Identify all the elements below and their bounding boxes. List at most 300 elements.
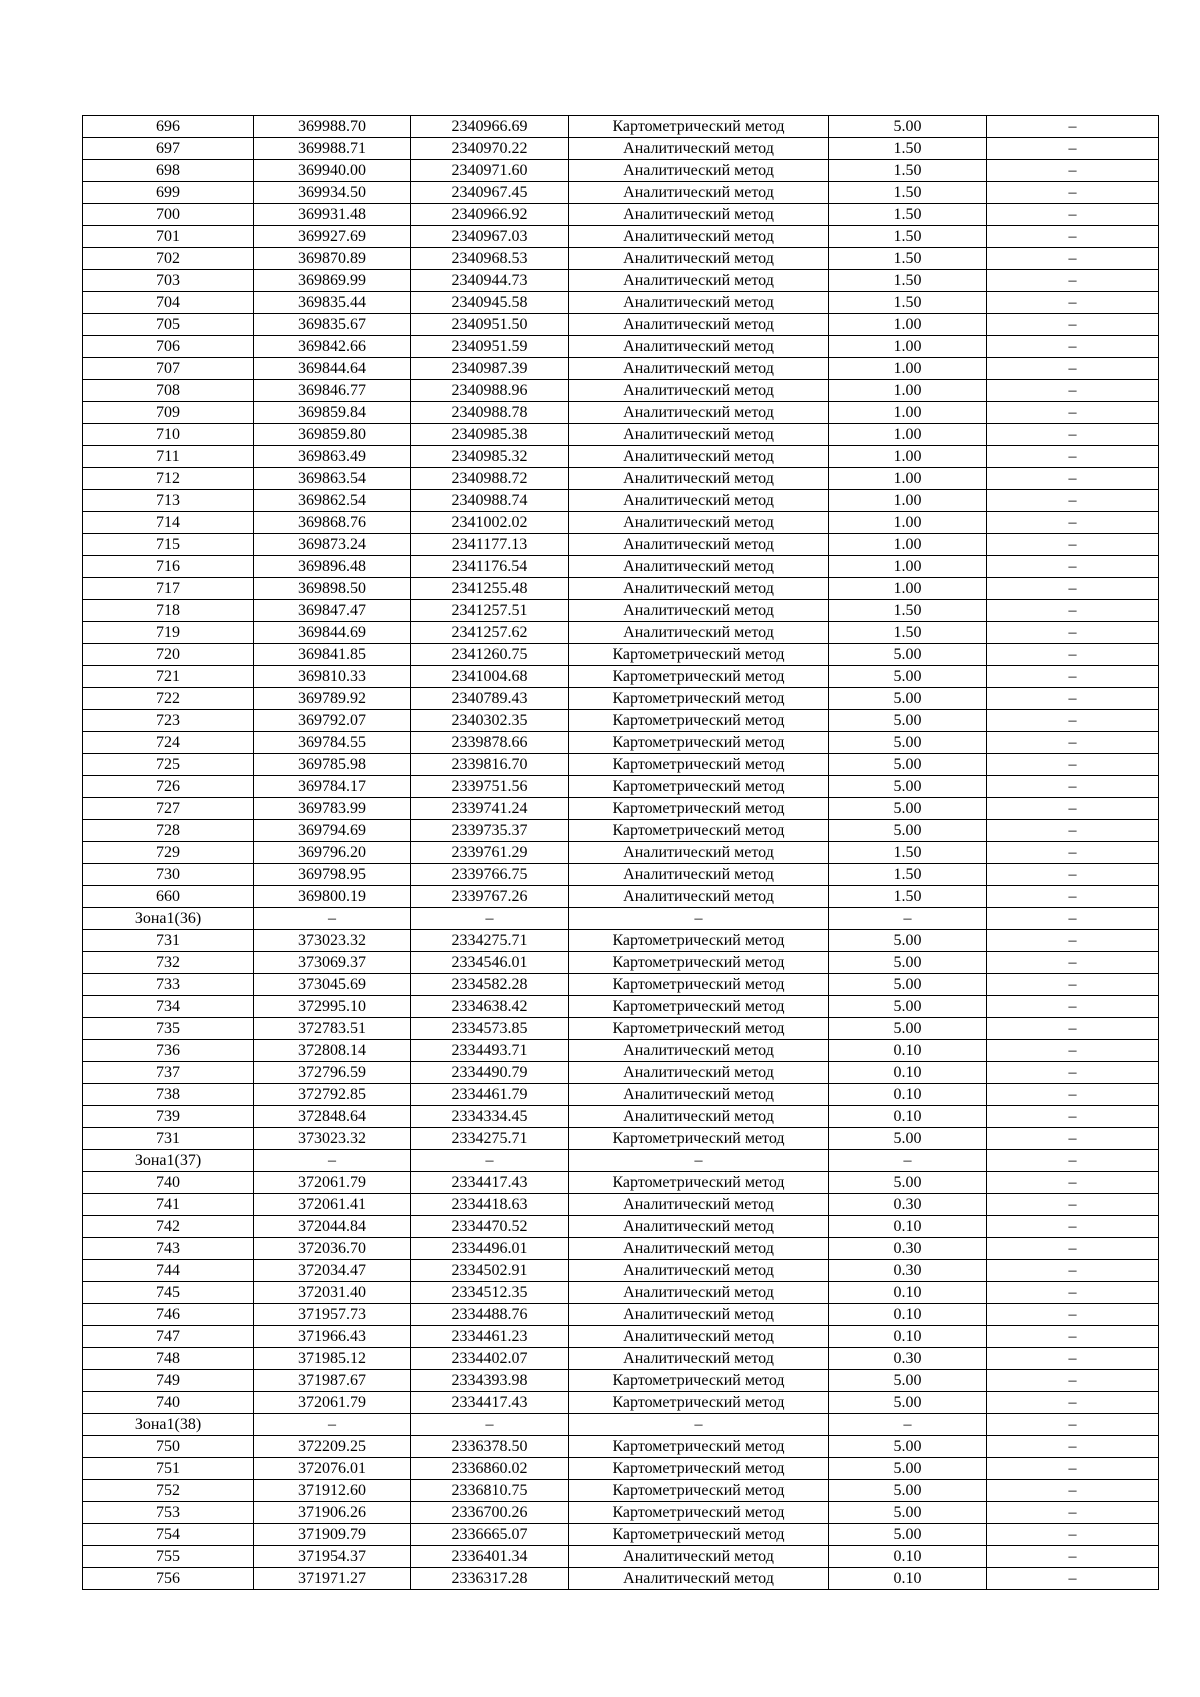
cell-method: Аналитический метод — [569, 138, 829, 160]
cell-y-coordinate: 2334470.52 — [411, 1216, 569, 1238]
table-row — [83, 864, 1159, 886]
cell-point-number: 740 — [83, 1172, 254, 1194]
cell-accuracy: 0.10 — [829, 1040, 987, 1062]
cell-y-coordinate: 2340971.60 — [411, 160, 569, 182]
zone-header-row — [83, 908, 1159, 930]
table-row — [83, 1436, 1159, 1458]
cell-y-coordinate: 2339767.26 — [411, 886, 569, 908]
cell-accuracy: 1.50 — [829, 842, 987, 864]
table-row — [83, 270, 1159, 292]
cell-x-coordinate: 369940.00 — [254, 160, 411, 182]
cell-point-number: 741 — [83, 1194, 254, 1216]
cell-method: Картометрический метод — [569, 1128, 829, 1150]
cell-method: Аналитический метод — [569, 204, 829, 226]
cell-point-number: 732 — [83, 952, 254, 974]
cell-y-coordinate: 2341260.75 — [411, 644, 569, 666]
cell-x-coordinate: 372036.70 — [254, 1238, 411, 1260]
table-row — [83, 666, 1159, 688]
table-row — [83, 116, 1159, 138]
cell-point-number: 660 — [83, 886, 254, 908]
cell-accuracy: 1.50 — [829, 600, 987, 622]
cell-x-coordinate: 369873.24 — [254, 534, 411, 556]
cell-accuracy: 1.50 — [829, 886, 987, 908]
cell-y-coordinate: 2340944.73 — [411, 270, 569, 292]
cell-point-number: 738 — [83, 1084, 254, 1106]
cell-y-coordinate: 2334582.28 — [411, 974, 569, 996]
cell-note: – — [987, 490, 1159, 512]
cell-point-number: 712 — [83, 468, 254, 490]
cell-note: – — [987, 248, 1159, 270]
cell-accuracy: 1.00 — [829, 446, 987, 468]
cell-note: – — [987, 578, 1159, 600]
cell-accuracy: – — [829, 1150, 987, 1172]
cell-point-number: 747 — [83, 1326, 254, 1348]
cell-point-number: 756 — [83, 1568, 254, 1590]
cell-note: – — [987, 1040, 1159, 1062]
table-row — [83, 226, 1159, 248]
cell-note: – — [987, 204, 1159, 226]
cell-method: Картометрический метод — [569, 1018, 829, 1040]
cell-accuracy: 1.00 — [829, 314, 987, 336]
cell-method: – — [569, 1414, 829, 1436]
cell-point-number: 703 — [83, 270, 254, 292]
cell-point-number: 714 — [83, 512, 254, 534]
cell-x-coordinate: 369863.54 — [254, 468, 411, 490]
cell-accuracy: 1.50 — [829, 182, 987, 204]
cell-accuracy: 0.10 — [829, 1062, 987, 1084]
cell-y-coordinate: 2339735.37 — [411, 820, 569, 842]
cell-note: – — [987, 886, 1159, 908]
cell-accuracy: 1.00 — [829, 402, 987, 424]
cell-point-number: 748 — [83, 1348, 254, 1370]
cell-point-number: 749 — [83, 1370, 254, 1392]
table-row — [83, 182, 1159, 204]
cell-point-number: 750 — [83, 1436, 254, 1458]
cell-note: – — [987, 1106, 1159, 1128]
cell-point-number: 731 — [83, 1128, 254, 1150]
cell-x-coordinate: 371985.12 — [254, 1348, 411, 1370]
cell-x-coordinate: 369844.69 — [254, 622, 411, 644]
cell-x-coordinate: 371906.26 — [254, 1502, 411, 1524]
cell-method: Картометрический метод — [569, 1436, 829, 1458]
cell-accuracy: 1.50 — [829, 248, 987, 270]
cell-accuracy: 0.30 — [829, 1348, 987, 1370]
cell-method: Аналитический метод — [569, 446, 829, 468]
table-row — [83, 1370, 1159, 1392]
cell-accuracy: 0.10 — [829, 1326, 987, 1348]
cell-y-coordinate: 2334512.35 — [411, 1282, 569, 1304]
cell-method: Картометрический метод — [569, 644, 829, 666]
cell-y-coordinate: 2334493.71 — [411, 1040, 569, 1062]
cell-note: – — [987, 974, 1159, 996]
cell-x-coordinate: 369842.66 — [254, 336, 411, 358]
cell-accuracy: 1.00 — [829, 380, 987, 402]
cell-y-coordinate: 2336665.07 — [411, 1524, 569, 1546]
cell-accuracy: 5.00 — [829, 732, 987, 754]
cell-y-coordinate: 2334638.42 — [411, 996, 569, 1018]
cell-y-coordinate: 2334461.79 — [411, 1084, 569, 1106]
cell-y-coordinate: 2334502.91 — [411, 1260, 569, 1282]
cell-x-coordinate: 371987.67 — [254, 1370, 411, 1392]
cell-point-number: 717 — [83, 578, 254, 600]
zone-header-row — [83, 1414, 1159, 1436]
cell-x-coordinate: 372031.40 — [254, 1282, 411, 1304]
cell-method: Картометрический метод — [569, 996, 829, 1018]
cell-x-coordinate: – — [254, 1414, 411, 1436]
cell-method: Аналитический метод — [569, 358, 829, 380]
table-body — [83, 116, 1159, 1590]
cell-note: – — [987, 754, 1159, 776]
cell-y-coordinate: 2340951.50 — [411, 314, 569, 336]
table-row — [83, 996, 1159, 1018]
cell-y-coordinate: 2340967.45 — [411, 182, 569, 204]
cell-method: Аналитический метод — [569, 512, 829, 534]
cell-accuracy: 1.50 — [829, 204, 987, 226]
table-row — [83, 1062, 1159, 1084]
cell-y-coordinate: 2341177.13 — [411, 534, 569, 556]
cell-point-number: 736 — [83, 1040, 254, 1062]
cell-y-coordinate: – — [411, 1150, 569, 1172]
cell-point-number: 718 — [83, 600, 254, 622]
table-row — [83, 1238, 1159, 1260]
table-row — [83, 556, 1159, 578]
cell-method: Аналитический метод — [569, 864, 829, 886]
cell-note: – — [987, 292, 1159, 314]
cell-point-number: 713 — [83, 490, 254, 512]
cell-accuracy: 5.00 — [829, 754, 987, 776]
cell-accuracy: 5.00 — [829, 1172, 987, 1194]
cell-y-coordinate: 2334418.63 — [411, 1194, 569, 1216]
cell-method: Картометрический метод — [569, 754, 829, 776]
table-row — [83, 1502, 1159, 1524]
cell-y-coordinate: 2336860.02 — [411, 1458, 569, 1480]
cell-method: Аналитический метод — [569, 1546, 829, 1568]
cell-x-coordinate: – — [254, 908, 411, 930]
cell-note: – — [987, 226, 1159, 248]
zone-header-row — [83, 1150, 1159, 1172]
cell-x-coordinate: 369862.54 — [254, 490, 411, 512]
cell-method: Картометрический метод — [569, 710, 829, 732]
cell-point-number: 696 — [83, 116, 254, 138]
cell-note: – — [987, 358, 1159, 380]
cell-note: – — [987, 1304, 1159, 1326]
cell-accuracy: 5.00 — [829, 974, 987, 996]
cell-accuracy: 1.00 — [829, 358, 987, 380]
cell-point-number: 752 — [83, 1480, 254, 1502]
cell-x-coordinate: 372808.14 — [254, 1040, 411, 1062]
cell-x-coordinate: 372061.41 — [254, 1194, 411, 1216]
cell-x-coordinate: 371957.73 — [254, 1304, 411, 1326]
cell-note: – — [987, 1436, 1159, 1458]
cell-point-number: 742 — [83, 1216, 254, 1238]
cell-y-coordinate: 2340988.72 — [411, 468, 569, 490]
cell-point-number: Зона1(36) — [83, 908, 254, 930]
cell-point-number: 710 — [83, 424, 254, 446]
cell-accuracy: 5.00 — [829, 1392, 987, 1414]
cell-method: Картометрический метод — [569, 1392, 829, 1414]
cell-note: – — [987, 644, 1159, 666]
cell-y-coordinate: 2340302.35 — [411, 710, 569, 732]
cell-point-number: 728 — [83, 820, 254, 842]
table-row — [83, 1194, 1159, 1216]
cell-method: Аналитический метод — [569, 1084, 829, 1106]
cell-y-coordinate: 2339766.75 — [411, 864, 569, 886]
cell-x-coordinate: 369796.20 — [254, 842, 411, 864]
cell-y-coordinate: 2341002.02 — [411, 512, 569, 534]
cell-point-number: Зона1(38) — [83, 1414, 254, 1436]
cell-point-number: 716 — [83, 556, 254, 578]
cell-point-number: 709 — [83, 402, 254, 424]
cell-x-coordinate: 373045.69 — [254, 974, 411, 996]
cell-x-coordinate: 369810.33 — [254, 666, 411, 688]
cell-point-number: 744 — [83, 1260, 254, 1282]
table-row — [83, 1304, 1159, 1326]
cell-x-coordinate: 372209.25 — [254, 1436, 411, 1458]
cell-point-number: 723 — [83, 710, 254, 732]
cell-note: – — [987, 468, 1159, 490]
cell-point-number: 727 — [83, 798, 254, 820]
table-row — [83, 820, 1159, 842]
table-row — [83, 798, 1159, 820]
cell-note: – — [987, 820, 1159, 842]
cell-method: Аналитический метод — [569, 600, 829, 622]
cell-note: – — [987, 842, 1159, 864]
cell-y-coordinate: 2340968.53 — [411, 248, 569, 270]
cell-accuracy: 0.10 — [829, 1216, 987, 1238]
cell-accuracy: 5.00 — [829, 996, 987, 1018]
cell-method: Аналитический метод — [569, 402, 829, 424]
table-row — [83, 1282, 1159, 1304]
table-row — [83, 644, 1159, 666]
cell-note: – — [987, 600, 1159, 622]
cell-x-coordinate: 369785.98 — [254, 754, 411, 776]
cell-y-coordinate: 2340987.39 — [411, 358, 569, 380]
cell-method: Аналитический метод — [569, 292, 829, 314]
cell-point-number: 726 — [83, 776, 254, 798]
cell-accuracy: 5.00 — [829, 710, 987, 732]
cell-y-coordinate: 2340988.74 — [411, 490, 569, 512]
cell-y-coordinate: 2339751.56 — [411, 776, 569, 798]
cell-note: – — [987, 666, 1159, 688]
cell-y-coordinate: 2334417.43 — [411, 1392, 569, 1414]
cell-x-coordinate: 373023.32 — [254, 930, 411, 952]
cell-point-number: 715 — [83, 534, 254, 556]
cell-point-number: 729 — [83, 842, 254, 864]
cell-accuracy: 1.00 — [829, 468, 987, 490]
cell-x-coordinate: 369783.99 — [254, 798, 411, 820]
cell-method: Аналитический метод — [569, 490, 829, 512]
table-row — [83, 534, 1159, 556]
cell-method: Аналитический метод — [569, 1238, 829, 1260]
cell-note: – — [987, 1568, 1159, 1590]
cell-note: – — [987, 952, 1159, 974]
cell-point-number: 725 — [83, 754, 254, 776]
cell-y-coordinate: 2339878.66 — [411, 732, 569, 754]
cell-x-coordinate: 372995.10 — [254, 996, 411, 1018]
cell-point-number: 746 — [83, 1304, 254, 1326]
cell-method: Картометрический метод — [569, 1524, 829, 1546]
table-row — [83, 776, 1159, 798]
cell-method: Аналитический метод — [569, 314, 829, 336]
cell-note: – — [987, 534, 1159, 556]
cell-x-coordinate: 371971.27 — [254, 1568, 411, 1590]
cell-note: – — [987, 1150, 1159, 1172]
cell-y-coordinate: 2336378.50 — [411, 1436, 569, 1458]
cell-y-coordinate: 2339816.70 — [411, 754, 569, 776]
cell-point-number: 734 — [83, 996, 254, 1018]
table-row — [83, 754, 1159, 776]
cell-point-number: 724 — [83, 732, 254, 754]
cell-point-number: 711 — [83, 446, 254, 468]
cell-point-number: 702 — [83, 248, 254, 270]
cell-method: Аналитический метод — [569, 380, 829, 402]
cell-accuracy: 5.00 — [829, 1458, 987, 1480]
cell-y-coordinate: 2336317.28 — [411, 1568, 569, 1590]
cell-point-number: 743 — [83, 1238, 254, 1260]
cell-method: Аналитический метод — [569, 270, 829, 292]
table-row — [83, 204, 1159, 226]
cell-point-number: 707 — [83, 358, 254, 380]
cell-accuracy: 0.30 — [829, 1238, 987, 1260]
cell-method: Аналитический метод — [569, 1282, 829, 1304]
cell-accuracy: 5.00 — [829, 798, 987, 820]
cell-note: – — [987, 1392, 1159, 1414]
cell-method: Картометрический метод — [569, 1502, 829, 1524]
cell-point-number: 719 — [83, 622, 254, 644]
table-row — [83, 1040, 1159, 1062]
cell-point-number: 731 — [83, 930, 254, 952]
cell-method: Аналитический метод — [569, 468, 829, 490]
cell-note: – — [987, 160, 1159, 182]
cell-x-coordinate: 372044.84 — [254, 1216, 411, 1238]
cell-x-coordinate: 372061.79 — [254, 1392, 411, 1414]
cell-method: Аналитический метод — [569, 1040, 829, 1062]
cell-accuracy: 0.10 — [829, 1084, 987, 1106]
cell-note: – — [987, 116, 1159, 138]
table-row — [83, 424, 1159, 446]
cell-x-coordinate: 369870.89 — [254, 248, 411, 270]
cell-accuracy: 1.50 — [829, 864, 987, 886]
cell-y-coordinate: 2339741.24 — [411, 798, 569, 820]
cell-y-coordinate: 2336401.34 — [411, 1546, 569, 1568]
table-row — [83, 490, 1159, 512]
table-row — [83, 336, 1159, 358]
cell-x-coordinate: 369792.07 — [254, 710, 411, 732]
cell-point-number: 754 — [83, 1524, 254, 1546]
cell-note: – — [987, 1062, 1159, 1084]
table-row — [83, 402, 1159, 424]
cell-x-coordinate: – — [254, 1150, 411, 1172]
cell-y-coordinate: 2334488.76 — [411, 1304, 569, 1326]
cell-y-coordinate: 2340966.92 — [411, 204, 569, 226]
cell-x-coordinate: 369794.69 — [254, 820, 411, 842]
table-row — [83, 446, 1159, 468]
cell-accuracy: 0.10 — [829, 1304, 987, 1326]
cell-method: Аналитический метод — [569, 842, 829, 864]
cell-accuracy: 1.50 — [829, 270, 987, 292]
cell-x-coordinate: 372792.85 — [254, 1084, 411, 1106]
cell-note: – — [987, 1546, 1159, 1568]
cell-accuracy: 5.00 — [829, 666, 987, 688]
cell-x-coordinate: 369859.84 — [254, 402, 411, 424]
cell-x-coordinate: 369988.71 — [254, 138, 411, 160]
cell-accuracy: 5.00 — [829, 1480, 987, 1502]
cell-method: Аналитический метод — [569, 336, 829, 358]
cell-x-coordinate: 372076.01 — [254, 1458, 411, 1480]
table-row — [83, 974, 1159, 996]
cell-method: Аналитический метод — [569, 1304, 829, 1326]
cell-note: – — [987, 776, 1159, 798]
cell-y-coordinate: 2339761.29 — [411, 842, 569, 864]
cell-note: – — [987, 512, 1159, 534]
table-row — [83, 160, 1159, 182]
cell-method: Аналитический метод — [569, 1568, 829, 1590]
cell-accuracy: – — [829, 1414, 987, 1436]
table-row — [83, 886, 1159, 908]
cell-point-number: 745 — [83, 1282, 254, 1304]
cell-note: – — [987, 314, 1159, 336]
cell-note: – — [987, 1370, 1159, 1392]
cell-x-coordinate: 369835.44 — [254, 292, 411, 314]
cell-point-number: 735 — [83, 1018, 254, 1040]
cell-accuracy: 1.00 — [829, 534, 987, 556]
cell-note: – — [987, 1172, 1159, 1194]
cell-accuracy: 5.00 — [829, 688, 987, 710]
cell-x-coordinate: 369869.99 — [254, 270, 411, 292]
cell-y-coordinate: – — [411, 1414, 569, 1436]
cell-accuracy: 1.00 — [829, 424, 987, 446]
cell-method: Аналитический метод — [569, 1106, 829, 1128]
cell-accuracy: 1.50 — [829, 138, 987, 160]
table-row — [83, 1018, 1159, 1040]
cell-accuracy: 5.00 — [829, 1370, 987, 1392]
table-row — [83, 468, 1159, 490]
table-row — [83, 952, 1159, 974]
table-row — [83, 1216, 1159, 1238]
cell-point-number: Зона1(37) — [83, 1150, 254, 1172]
cell-x-coordinate: 369798.95 — [254, 864, 411, 886]
cell-x-coordinate: 369934.50 — [254, 182, 411, 204]
cell-y-coordinate: 2340966.69 — [411, 116, 569, 138]
cell-accuracy: – — [829, 908, 987, 930]
cell-method: Картометрический метод — [569, 952, 829, 974]
cell-y-coordinate: 2341004.68 — [411, 666, 569, 688]
cell-point-number: 705 — [83, 314, 254, 336]
cell-x-coordinate: 372061.79 — [254, 1172, 411, 1194]
coordinates-table — [82, 115, 1159, 1590]
cell-x-coordinate: 371912.60 — [254, 1480, 411, 1502]
cell-accuracy: 1.50 — [829, 226, 987, 248]
cell-accuracy: 5.00 — [829, 644, 987, 666]
cell-note: – — [987, 930, 1159, 952]
cell-note: – — [987, 1414, 1159, 1436]
cell-y-coordinate: 2334275.71 — [411, 930, 569, 952]
cell-x-coordinate: 369896.48 — [254, 556, 411, 578]
cell-note: – — [987, 732, 1159, 754]
cell-x-coordinate: 373023.32 — [254, 1128, 411, 1150]
table-row — [83, 1458, 1159, 1480]
table-row — [83, 1084, 1159, 1106]
cell-note: – — [987, 622, 1159, 644]
cell-x-coordinate: 369847.47 — [254, 600, 411, 622]
cell-y-coordinate: 2334496.01 — [411, 1238, 569, 1260]
table-row — [83, 1392, 1159, 1414]
cell-y-coordinate: 2336810.75 — [411, 1480, 569, 1502]
table-row — [83, 600, 1159, 622]
table-row — [83, 292, 1159, 314]
cell-y-coordinate: 2334417.43 — [411, 1172, 569, 1194]
cell-point-number: 722 — [83, 688, 254, 710]
